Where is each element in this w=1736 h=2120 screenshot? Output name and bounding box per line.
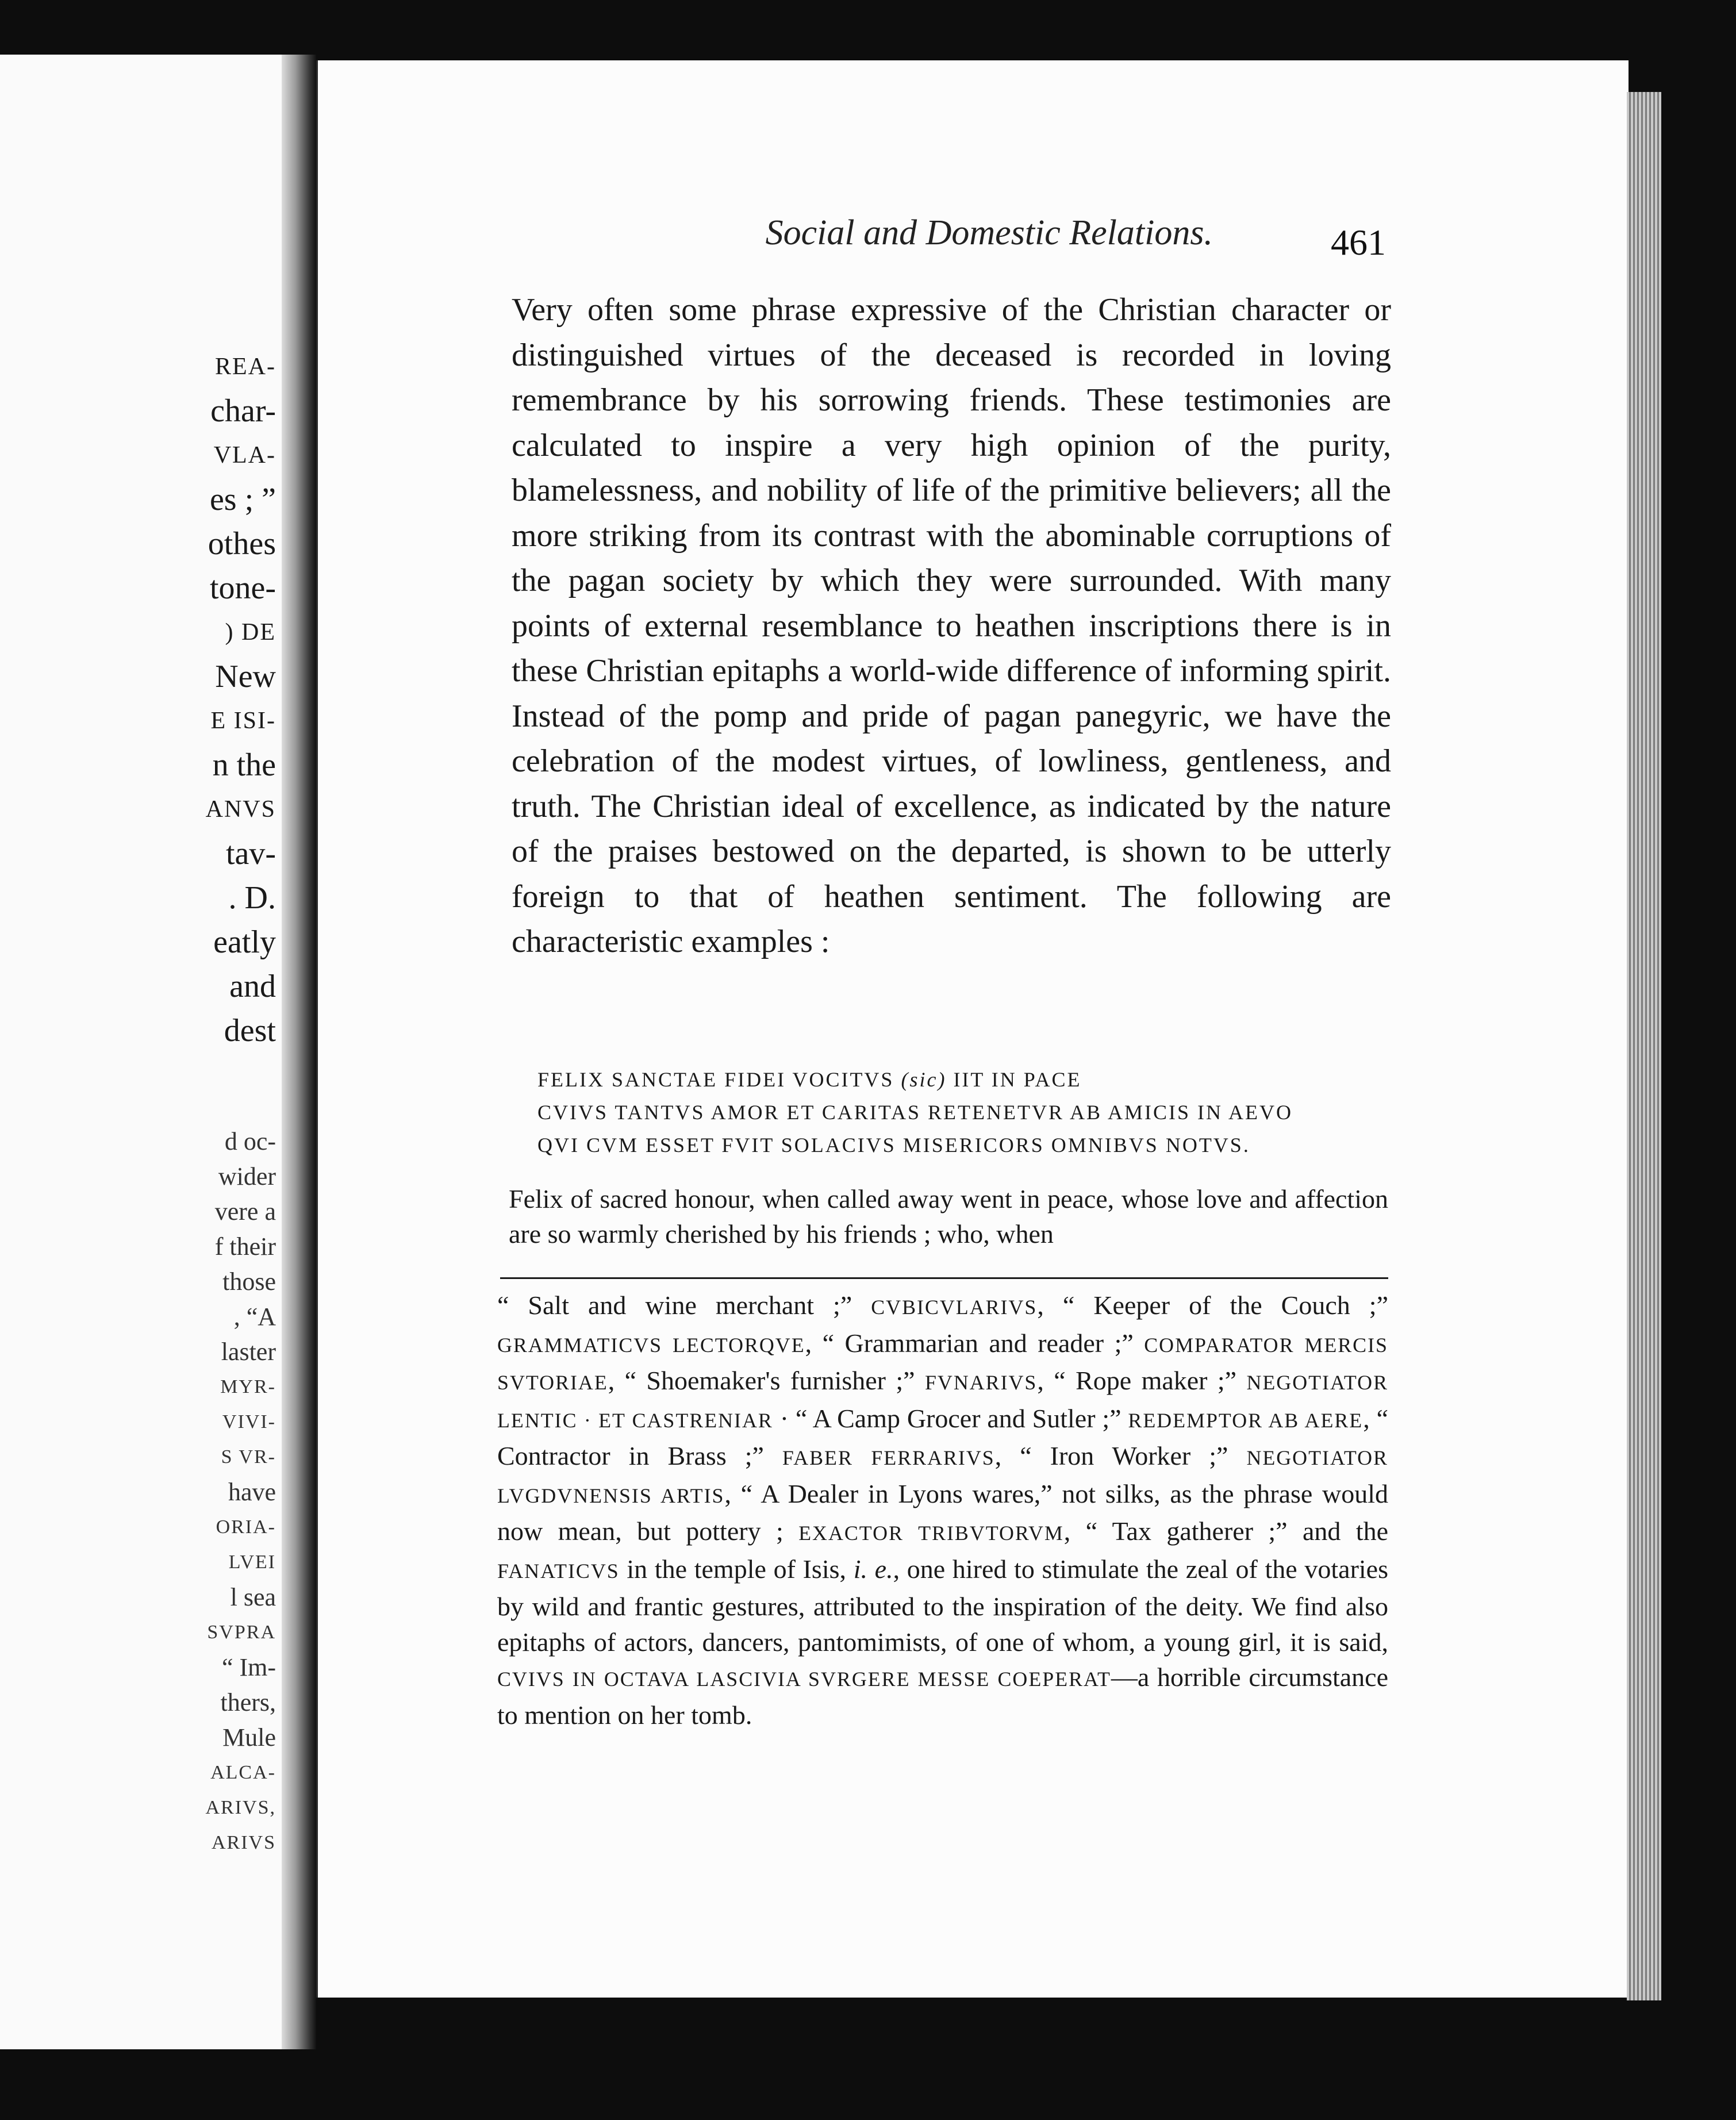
left-fragment-line: ALCA- [210, 1762, 276, 1783]
footnote-text: · “ A Camp Grocer and Sutler ;” [773, 1403, 1128, 1433]
left-fragment-line: wider [218, 1162, 276, 1190]
left-fragment-line: ANVS [205, 796, 276, 823]
latin-term: FABER FERRARIVS [782, 1446, 995, 1469]
abbreviation: i. e. [853, 1554, 893, 1584]
page-edges [1627, 92, 1661, 2000]
left-fragment-line: . D. [228, 880, 276, 916]
left-fragment-line: tav- [225, 836, 276, 871]
footnote-text: , “ Keeper of the Couch ;” [1037, 1291, 1388, 1320]
latin-term: REDEMPTOR AB AERE [1128, 1408, 1364, 1432]
left-fragment-line: othes [208, 526, 276, 562]
left-fragment-line: S VR- [221, 1446, 276, 1468]
left-fragment-line: thers, [220, 1688, 276, 1716]
footnote-text: , “ Shoemaker's furnisher ;” [608, 1366, 925, 1395]
running-head: Social and Domestic Relations. [765, 213, 1213, 252]
left-fragment-line: char- [210, 393, 276, 429]
footnote [497, 1288, 1388, 1733]
book-gutter [282, 55, 316, 2049]
body-paragraph: Very often some phrase expressive of the Christian character or distinguished virtues of the deceased is recorded in loving remembrance by his sorrowing friends. These testimonies are calculated to inspire a very high opinion of the purity, blamelessness, and nobility of life of the primitive believers; all the more striking from its contrast with the abominable corruptions of the pagan society by which they were surrounded. With many points of external resemblance to heathen inscriptions there is in these Christian epitaphs a world-wide difference of informing spirit. Instead of the pomp and pride of pagan panegyric, we have the celebration of the modest virtues, of lowliness, gentleness, and truth. The Christian ideal of excellence, as indicated by the nature of the praises bestowed on the departed, is shown to be utterly foreign to that of heathen sentiment. The following are characteristic examples : [512, 292, 1391, 959]
latin-term: NEGOTIATOR LVGDVNENSIS ARTIS [497, 1446, 1388, 1507]
latin-term: CVIVS IN OCTAVA LASCIVIA SVRGERE MESSE COEPERAT [497, 1668, 1111, 1691]
left-fragment-line: LVEI [228, 1551, 276, 1573]
left-page [0, 55, 299, 2049]
inscription-translation: Felix of sacred honour, when called away went in peace, whose love and affection are so warmly cherished by his friends ; who, when [509, 1184, 1388, 1249]
left-fragment-line: dest [224, 1013, 276, 1049]
left-fragment-line: E ISI- [210, 708, 276, 734]
latin-term: NEGOTIATOR LENTIC · ET CASTRENIAR [497, 1371, 1388, 1432]
footnote-text: , “ Iron Worker ;” [994, 1441, 1247, 1470]
footnote-text: “ Salt and wine merchant ;” [497, 1291, 871, 1320]
footnote-rule [500, 1277, 1388, 1279]
inscription-text: IIT IN PACE [946, 1068, 1082, 1091]
left-page-text-fragments [92, 345, 276, 1053]
left-fragment-line: SVPRA [207, 1622, 276, 1643]
left-fragment-line: eatly [213, 924, 276, 960]
footnote-text: , one hired to stimulate the zeal of the votaries by wild and frantic gestures, attributed to the inspiration of the deity. We find also epitaphs of actors, dancers, pantomimists, of one of whom, a young girl, it is said, [497, 1554, 1388, 1657]
latin-term: FANATICVS [497, 1559, 620, 1583]
sic-note: (sic) [901, 1068, 947, 1091]
left-page-footnote-fragments [92, 1124, 276, 1860]
footnote-text: , “ Rope maker ;” [1037, 1366, 1247, 1395]
left-fragment-line: ARIVS [211, 1832, 276, 1853]
latin-term: GRAMMATICVS LECTORQVE [497, 1333, 805, 1357]
inscription-line: QVI CVM ESSET FVIT SOLACIVS MISERICORS OMNIBVS NOTVS. [537, 1134, 1250, 1157]
left-fragment-line: , “A [233, 1303, 276, 1331]
left-fragment-line: ) DE [225, 619, 276, 646]
footnote-text: in the temple of Isis, [619, 1554, 854, 1584]
left-fragment-line: VIVI- [222, 1411, 276, 1432]
left-fragment-line: tone- [209, 570, 276, 606]
footnote-text: , “ A Dealer in Lyons wares,” not silks, as the phrase would now mean, but pottery ; [497, 1478, 1388, 1546]
left-fragment-line: f their [214, 1232, 276, 1261]
left-fragment-line: ARIVS, [205, 1797, 276, 1818]
left-fragment-line: n the [212, 747, 276, 783]
left-fragment-line: es ; ” [209, 482, 276, 517]
left-fragment-line: have [228, 1478, 276, 1506]
left-fragment-line: MYR- [220, 1376, 276, 1397]
left-fragment-line: New [215, 659, 276, 694]
latin-term: COMPARATOR MERCIS SVTORIAE [497, 1333, 1388, 1394]
latin-term: FVNARIVS [924, 1371, 1038, 1394]
left-fragment-line: l sea [230, 1583, 276, 1611]
footnote-text: , “ Tax gatherer ;” and the [1063, 1516, 1388, 1546]
inscription-text: FELIX SANCTAE FIDEI VOCITVS [537, 1068, 901, 1091]
latin-term: EXACTOR TRIBVTORVM [798, 1522, 1064, 1545]
left-fragment-line: “ Im- [221, 1653, 276, 1681]
left-fragment-line: d oc- [224, 1127, 276, 1155]
footnote-text: , “ Contractor in Brass ;” [497, 1403, 1388, 1470]
latin-inscription [537, 1063, 1388, 1162]
left-fragment-line: Mule [222, 1723, 276, 1752]
footnote-text: , “ Grammarian and reader ;” [805, 1328, 1144, 1358]
inscription-line [537, 1063, 1388, 1096]
footnote-text: —a horrible circumstance to mention on her tomb. [497, 1662, 1388, 1730]
left-fragment-line: those [222, 1268, 276, 1296]
left-fragment-line: and [229, 969, 276, 1004]
page-number: 461 [1331, 222, 1386, 263]
left-fragment-line: laster [221, 1338, 276, 1366]
inscription-line: CVIVS TANTVS AMOR ET CARITAS RETENETVR AB AMICIS IN AEVO [537, 1101, 1293, 1124]
left-fragment-line: VLA- [213, 442, 276, 468]
left-fragment-line: vere a [214, 1197, 276, 1226]
left-fragment-line: REA- [215, 354, 276, 380]
left-fragment-line: ORIA- [216, 1516, 276, 1538]
latin-term: CVBICVLARIVS [871, 1296, 1038, 1319]
